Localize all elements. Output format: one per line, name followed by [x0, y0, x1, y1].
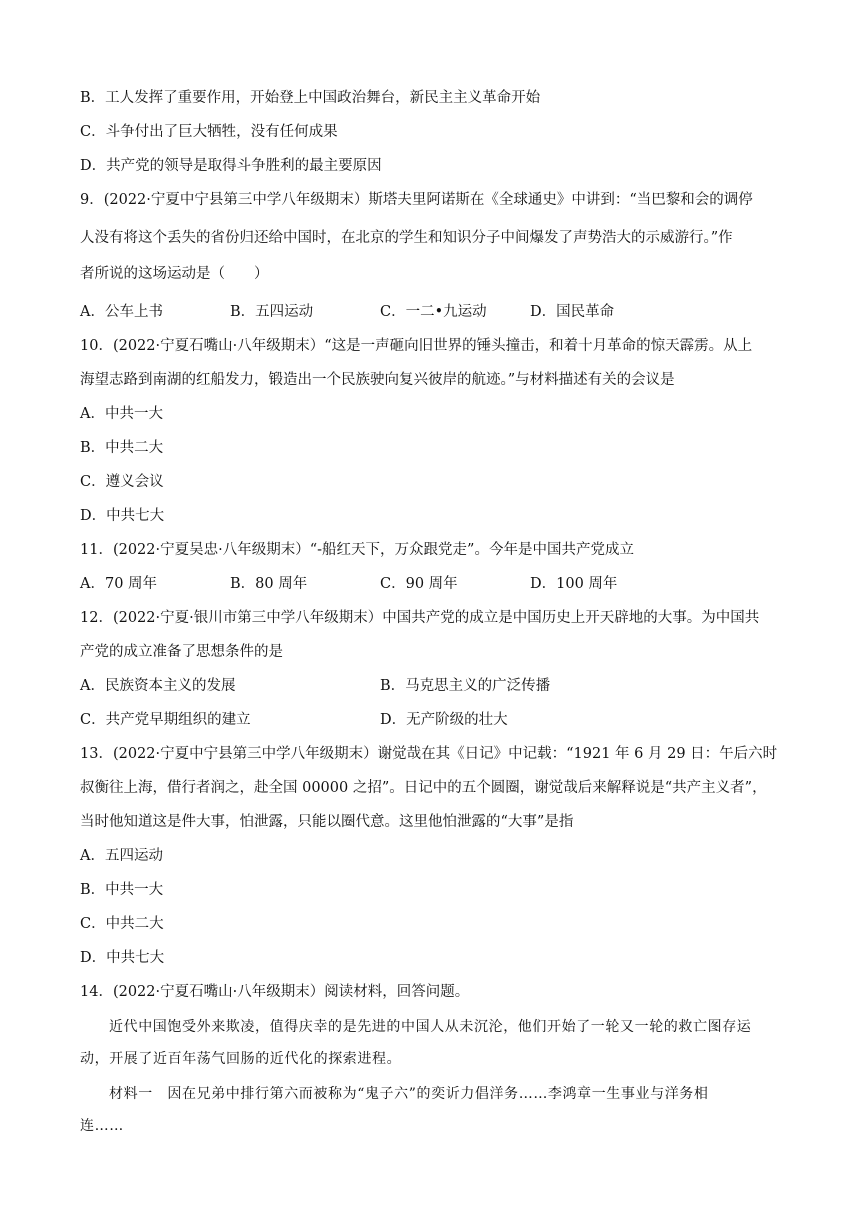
q8-option-b: B．工人发挥了重要作用，开始登上中国政治舞台，新民主主义革命开始 — [80, 90, 541, 106]
material-one-line-2: 连…… — [80, 1118, 124, 1134]
q13-option-d: D．中共七大 — [80, 950, 165, 966]
q10-option-c: C．遵义会议 — [80, 474, 164, 490]
q10-option-d: D．中共七大 — [80, 508, 165, 524]
q11-option-b: B．80 周年 — [230, 576, 308, 592]
q12-option-d: D．无产阶级的壮大 — [380, 712, 508, 728]
material-intro-line-1: 近代中国饱受外来欺凌，值得庆幸的是先进的中国人从未沉沦，他们开始了一轮又一轮的救亡图存运 — [109, 1019, 752, 1035]
q11-stem: 11．(2022·宁夏吴忠·八年级期末）“-船红天下，万众跟党走”。今年是中国共产党成立 — [80, 542, 634, 558]
q9-option-a: A．公车上书 — [80, 304, 163, 320]
q13-stem-line-3: 当时他知道这是件大事，怕泄露，只能以圈代意。这里他怕泄露的“大事”是指 — [80, 814, 574, 830]
q12-stem-line-1: 12．(2022·宁夏·银川市第三中学八年级期末）中国共产党的成立是中国历史上开天辟地的大事。为中国共 — [80, 610, 760, 626]
q14-stem: 14．(2022·宁夏石嘴山·八年级期末）阅读材料，回答问题。 — [80, 984, 470, 1000]
q9-stem-line-1: 9．(2022·宁夏中宁县第三中学八年级期末）斯塔夫里阿诺斯在《全球通史》中讲到：“当巴黎和会的调停 — [80, 192, 753, 208]
q13-stem-line-1: 13．(2022·宁夏中宁县第三中学八年级期末）谢觉哉在其《日记》中记载：“1921 年 6 月 29 日：午后六时 — [80, 746, 778, 762]
q10-option-a: A．中共一大 — [80, 406, 163, 422]
q12-option-c: C．共产党早期组织的建立 — [80, 712, 251, 728]
q13-option-b: B．中共一大 — [80, 882, 164, 898]
q10-stem-line-1: 10．(2022·宁夏石嘴山·八年级期末）“这是一声砸向旧世界的锤头撞击，和着十月革命的惊天霹雳。从上 — [80, 338, 753, 354]
q11-option-c: C．90 周年 — [380, 576, 458, 592]
q8-option-c: C．斗争付出了巨大牺牲，没有任何成果 — [80, 124, 338, 140]
q12-stem-line-2: 产党的成立准备了思想条件的是 — [80, 644, 283, 660]
q12-option-b: B．马克思主义的广泛传播 — [380, 678, 551, 694]
material-one-line-1: 材料一 因在兄弟中排行第六而被称为“鬼子六”的奕䜣力倡洋务……李鸿章一生事业与洋务相 — [109, 1086, 709, 1102]
q9-stem-line-3: 者所说的这场运动是（ ） — [80, 266, 269, 282]
q13-stem-line-2: 叔衡往上海，借行者润之，赴全国 00000 之招”。日记中的五个圆圈，谢觉哉后来解释说是“共产主义者”， — [80, 780, 767, 796]
q8-option-d: D．共产党的领导是取得斗争胜利的最主要原因 — [80, 158, 382, 174]
q10-stem-line-2: 海望志路到南湖的红船发力，锻造出一个民族驶向复兴彼岸的航迹。”与材料描述有关的会议是 — [80, 372, 675, 388]
q13-option-c: C．中共二大 — [80, 916, 164, 932]
q9-option-c: C．一二•九运动 — [380, 304, 487, 320]
q13-option-a: A．五四运动 — [80, 848, 163, 864]
q11-option-d: D．100 周年 — [530, 576, 618, 592]
q11-option-a: A．70 周年 — [80, 576, 158, 592]
q9-stem-line-2: 人没有将这个丢失的省份归还给中国时，在北京的学生和知识分子中间爆发了声势浩大的示威游行。”作 — [80, 230, 733, 246]
q9-option-b: B．五四运动 — [230, 304, 314, 320]
q10-option-b: B．中共二大 — [80, 440, 164, 456]
q12-option-a: A．民族资本主义的发展 — [80, 678, 236, 694]
q9-option-d: D．国民革命 — [530, 304, 615, 320]
material-intro-line-2: 动，开展了近百年荡气回肠的近代化的探索进程。 — [80, 1051, 402, 1067]
